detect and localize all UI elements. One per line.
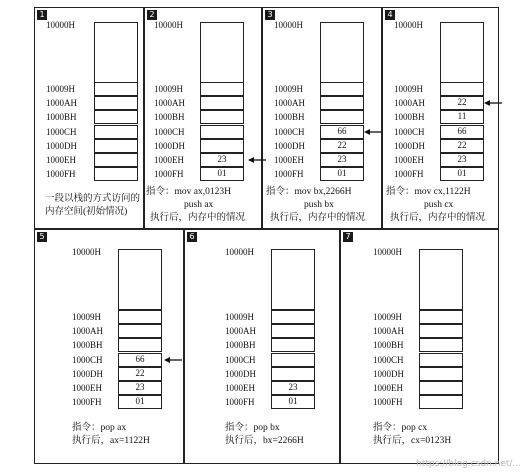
panel-caption: 执行后，cx=0123H xyxy=(373,436,452,446)
memory-cell xyxy=(419,367,463,381)
memory-cell xyxy=(200,125,244,139)
address-label: 10009H xyxy=(154,84,183,94)
address-label: 1000AH xyxy=(394,98,425,109)
memory-cell xyxy=(271,324,315,338)
address-label: 1000BH xyxy=(154,112,185,123)
memory-cell: 66 xyxy=(320,125,364,139)
memory-cell: 66 xyxy=(440,125,484,139)
memory-cell xyxy=(94,167,138,181)
memory-cell: 22 xyxy=(440,96,484,110)
panel-caption: push cx xyxy=(424,200,454,210)
panel-caption: 指令：pop bx xyxy=(225,423,280,433)
address-label: 10000H xyxy=(373,247,402,257)
watermark: https://blog.csdn.net/... xyxy=(416,459,521,469)
memory-block-upper xyxy=(440,22,484,83)
memory-block-upper xyxy=(320,22,364,83)
address-label: 1000BH xyxy=(373,340,404,351)
address-label: 10009H xyxy=(72,312,101,322)
memory-cell xyxy=(94,110,138,124)
memory-cell xyxy=(271,310,315,324)
address-label: 1000BH xyxy=(274,112,305,123)
address-label: 1000AH xyxy=(46,98,77,109)
panel-number-badge: 7 xyxy=(343,232,353,242)
memory-cell: 01 xyxy=(118,395,162,409)
memory-cell: 23 xyxy=(118,381,162,395)
address-label: 1000CH xyxy=(46,126,77,137)
address-label: 1000AH xyxy=(72,326,103,337)
memory-cell: 22 xyxy=(320,139,364,153)
address-label: 1000EH xyxy=(274,155,304,165)
address-label: 10000H xyxy=(72,247,101,257)
address-label: 1000EH xyxy=(72,383,102,393)
memory-cell xyxy=(118,324,162,338)
address-label: 1000DH xyxy=(46,140,77,151)
memory-cell xyxy=(200,139,244,153)
memory-cell: 23 xyxy=(200,153,244,167)
stack-pointer-arrow-icon xyxy=(484,99,502,107)
memory-cell: 01 xyxy=(320,167,364,181)
address-label: 1000EH xyxy=(46,155,76,165)
memory-cell xyxy=(200,82,244,96)
address-label: 1000CH xyxy=(373,354,404,365)
memory-cell: 22 xyxy=(118,367,162,381)
memory-cell: 66 xyxy=(118,353,162,367)
memory-cell xyxy=(94,125,138,139)
panel-caption: 执行后，内存中的情况 xyxy=(390,213,486,223)
panel-caption: 指令：mov cx,1122H xyxy=(386,187,471,197)
address-label: 1000EH xyxy=(154,155,184,165)
address-label: 1000DH xyxy=(154,140,185,151)
address-label: 1000CH xyxy=(154,126,185,137)
memory-cell xyxy=(419,310,463,324)
address-label: 10000H xyxy=(46,20,75,30)
memory-cell xyxy=(320,96,364,110)
address-label: 10009H xyxy=(274,84,303,94)
memory-cell xyxy=(200,96,244,110)
panel-number-badge: 1 xyxy=(37,10,47,20)
address-label: 10009H xyxy=(225,312,254,322)
address-label: 1000AH xyxy=(373,326,404,337)
stack-pointer-arrow-icon xyxy=(248,156,266,164)
panel-number-badge: 4 xyxy=(385,10,395,20)
address-label: 10009H xyxy=(46,84,75,94)
memory-cell: 23 xyxy=(440,153,484,167)
address-label: 1000BH xyxy=(46,112,77,123)
memory-cell xyxy=(419,381,463,395)
stack-pointer-arrow-icon xyxy=(364,128,382,136)
panel-caption: push bx xyxy=(304,200,334,210)
panel-caption: 指令：pop ax xyxy=(72,423,127,433)
address-label: 1000AH xyxy=(154,98,185,109)
address-label: 1000BH xyxy=(225,340,256,351)
memory-cell xyxy=(94,153,138,167)
panel-caption: 指令：pop cx xyxy=(373,423,428,433)
address-label: 1000DH xyxy=(394,140,425,151)
memory-cell xyxy=(118,338,162,352)
address-label: 1000DH xyxy=(225,368,256,379)
memory-cell: 01 xyxy=(440,167,484,181)
address-label: 1000DH xyxy=(72,368,103,379)
memory-cell xyxy=(200,110,244,124)
panel-caption: 指令：mov ax,0123H xyxy=(146,187,231,197)
panel-caption: 内存空间(初始情况) xyxy=(45,207,128,217)
memory-cell: 01 xyxy=(271,395,315,409)
panel-caption: 指令：mov bx,2266H xyxy=(266,187,352,197)
memory-cell xyxy=(271,338,315,352)
address-label: 1000EH xyxy=(225,383,255,393)
address-label: 1000BH xyxy=(394,112,425,123)
memory-cell xyxy=(271,367,315,381)
memory-cell xyxy=(419,324,463,338)
panel-number-badge: 5 xyxy=(37,232,47,242)
memory-cell xyxy=(320,110,364,124)
address-label: 1000CH xyxy=(274,126,305,137)
address-label: 1000EH xyxy=(394,155,424,165)
panel-number-badge: 2 xyxy=(147,10,157,20)
address-label: 1000EH xyxy=(373,383,403,393)
address-label: 1000FH xyxy=(72,397,102,408)
address-label: 10009H xyxy=(394,84,423,94)
memory-block-upper xyxy=(200,22,244,83)
memory-cell xyxy=(440,82,484,96)
address-label: 1000CH xyxy=(394,126,425,137)
address-label: 10000H xyxy=(154,20,183,30)
panel-caption: 执行后，内存中的情况 xyxy=(150,213,246,223)
address-label: 1000CH xyxy=(72,354,103,365)
memory-block-upper xyxy=(118,249,162,310)
memory-cell: 22 xyxy=(440,139,484,153)
memory-cell xyxy=(94,96,138,110)
memory-cell xyxy=(320,82,364,96)
memory-cell: 23 xyxy=(271,381,315,395)
memory-block-upper xyxy=(419,249,463,310)
panel-caption: push ax xyxy=(184,200,214,210)
address-label: 10000H xyxy=(394,20,423,30)
panel-caption: 执行后，bx=2266H xyxy=(225,436,304,446)
memory-block-upper xyxy=(94,22,138,83)
address-label: 1000CH xyxy=(225,354,256,365)
memory-cell: 11 xyxy=(440,110,484,124)
memory-cell xyxy=(419,353,463,367)
address-label: 10009H xyxy=(373,312,402,322)
address-label: 10000H xyxy=(225,247,254,257)
panel-number-badge: 3 xyxy=(265,10,275,20)
memory-cell xyxy=(271,353,315,367)
stack-pointer-arrow-icon xyxy=(164,356,182,364)
panel-caption: 一段以栈的方式访问的 xyxy=(45,194,141,204)
panel-caption: 执行后，内存中的情况 xyxy=(270,213,366,223)
memory-cell xyxy=(94,82,138,96)
memory-cell: 01 xyxy=(200,167,244,181)
memory-cell xyxy=(419,395,463,409)
address-label: 1000FH xyxy=(373,397,403,408)
panel-caption: 执行后，ax=1122H xyxy=(72,436,150,446)
memory-cell xyxy=(419,338,463,352)
address-label: 10000H xyxy=(274,20,303,30)
address-label: 1000FH xyxy=(46,169,76,180)
address-label: 1000FH xyxy=(274,169,304,180)
memory-block-upper xyxy=(271,249,315,310)
address-label: 1000DH xyxy=(274,140,305,151)
address-label: 1000FH xyxy=(154,169,184,180)
address-label: 1000FH xyxy=(225,397,255,408)
address-label: 1000AH xyxy=(225,326,256,337)
address-label: 1000DH xyxy=(373,368,404,379)
address-label: 1000AH xyxy=(274,98,305,109)
address-label: 1000FH xyxy=(394,169,424,180)
address-label: 1000BH xyxy=(72,340,103,351)
memory-cell: 23 xyxy=(320,153,364,167)
memory-cell xyxy=(118,310,162,324)
panel-number-badge: 6 xyxy=(187,232,197,242)
memory-cell xyxy=(94,139,138,153)
